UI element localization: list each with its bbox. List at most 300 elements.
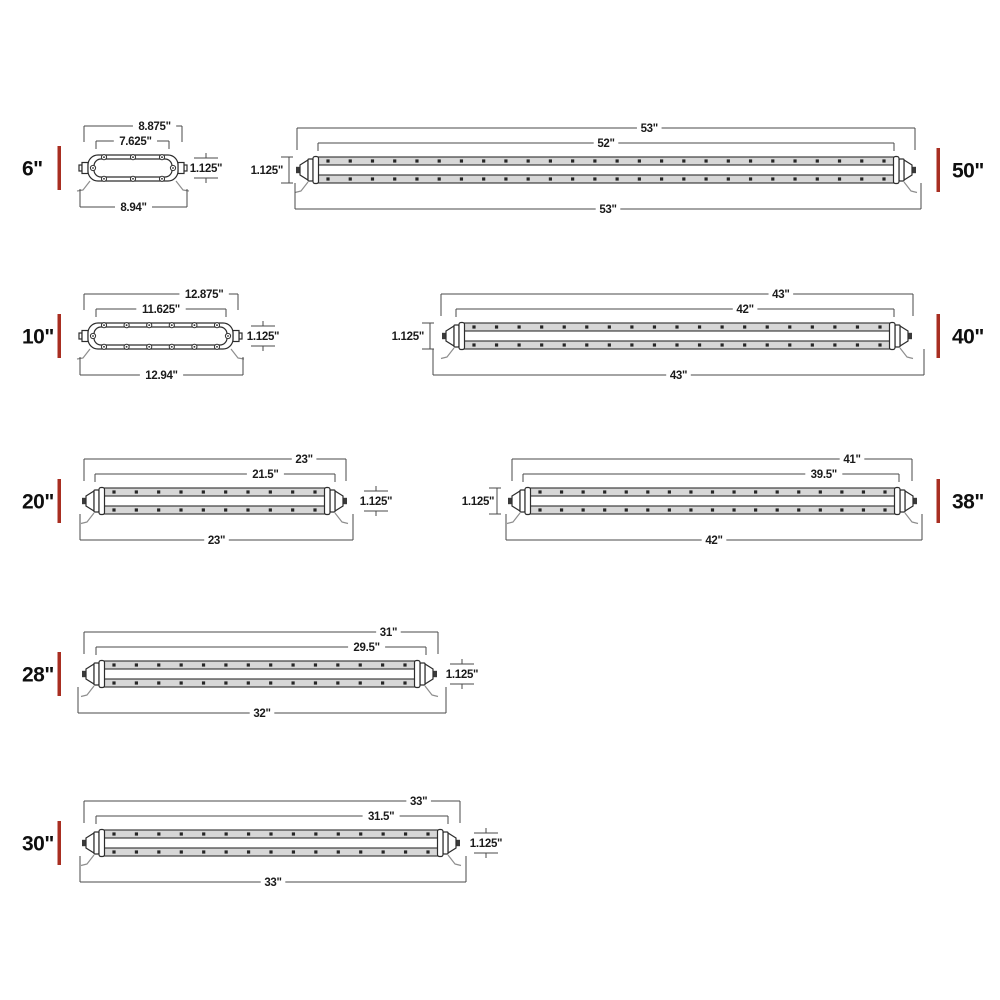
led-dot [668, 508, 671, 511]
led-dot [616, 159, 619, 162]
end-cap-plate [415, 661, 421, 688]
led-dot [337, 832, 340, 835]
screw-center [132, 156, 134, 158]
led-dot [721, 325, 724, 328]
led-dot [754, 508, 757, 511]
led-dot [349, 177, 352, 180]
led-dot [112, 490, 115, 493]
led-dot [689, 508, 692, 511]
led-dot [563, 343, 566, 346]
bar-bottom-rail [318, 175, 894, 183]
screw-center [172, 167, 174, 169]
led-dot [856, 343, 859, 346]
led-dot [527, 159, 530, 162]
led-dot [816, 159, 819, 162]
end-cap-plate [900, 490, 905, 512]
led-dot [157, 681, 160, 684]
bar-lens [94, 327, 227, 345]
led-dot [157, 832, 160, 835]
led-dot [482, 159, 485, 162]
height-dim-label: 1.125" [445, 669, 479, 682]
bar-bottom-rail [104, 679, 415, 687]
mount-foot [905, 513, 918, 524]
bar-group-28in [22, 627, 478, 720]
led-dot [314, 663, 317, 666]
led-dot [638, 177, 641, 180]
screw-center [161, 156, 163, 158]
led-dot [247, 681, 250, 684]
end-cap-plate [99, 488, 105, 515]
dim-bottom-label: 12.94" [145, 369, 178, 382]
led-dot [646, 490, 649, 493]
led-dot [518, 343, 521, 346]
bar-size-label: 50" [952, 159, 984, 183]
led-dot [403, 681, 406, 684]
led-dot [202, 490, 205, 493]
led-dot [797, 508, 800, 511]
mount-tab [233, 331, 239, 342]
led-dot [788, 343, 791, 346]
led-dot [608, 343, 611, 346]
led-dot [314, 832, 317, 835]
screw-center [103, 156, 105, 158]
mount-foot [335, 513, 348, 524]
led-dot [112, 681, 115, 684]
led-dot [638, 159, 641, 162]
led-dot [460, 159, 463, 162]
led-dot [882, 177, 885, 180]
end-cap-plate [443, 832, 448, 854]
bar-size-label: 20" [22, 490, 54, 514]
accent-tick [58, 146, 62, 190]
screw-center [92, 335, 94, 337]
led-dot [704, 159, 707, 162]
led-dot [582, 490, 585, 493]
height-dim-label: 1.125" [469, 838, 503, 851]
end-cap-plate [438, 830, 444, 857]
screw-center [132, 178, 134, 180]
led-dot [860, 159, 863, 162]
led-dot [472, 343, 475, 346]
led-dot [593, 159, 596, 162]
led-dot [112, 850, 115, 853]
end-cap-cone [86, 491, 94, 511]
screw-center [148, 324, 150, 326]
bar-size-label: 28" [22, 663, 54, 687]
end-cap-plate [313, 157, 319, 184]
led-dot [269, 681, 272, 684]
led-dot [878, 325, 881, 328]
led-dot [833, 343, 836, 346]
mount-foot [295, 182, 308, 193]
led-dot [359, 832, 362, 835]
end-cap-plate [99, 661, 105, 688]
end-cap-cone [512, 491, 520, 511]
led-dot [616, 177, 619, 180]
led-dot [326, 177, 329, 180]
led-dot [202, 850, 205, 853]
led-dot [749, 177, 752, 180]
led-dot [675, 343, 678, 346]
led-dot [313, 490, 316, 493]
led-dot [540, 325, 543, 328]
led-dot [349, 159, 352, 162]
dim-top-inner-label: 52" [597, 137, 615, 150]
end-cap-cone [425, 664, 433, 684]
led-dot [504, 177, 507, 180]
end-cap-plate [454, 325, 459, 347]
end-cap-cone [446, 326, 454, 346]
led-dot [495, 325, 498, 328]
led-dot [179, 508, 182, 511]
led-dot [721, 343, 724, 346]
bar-group-50in [251, 123, 984, 216]
screw-center [103, 178, 105, 180]
led-dot [202, 832, 205, 835]
screw-center [92, 167, 94, 169]
led-dot [682, 177, 685, 180]
led-dot [675, 325, 678, 328]
led-dot [247, 832, 250, 835]
led-dot [711, 508, 714, 511]
led-dot [563, 325, 566, 328]
led-dot [776, 508, 779, 511]
bar-lens [94, 159, 172, 177]
led-dot [593, 177, 596, 180]
dim-top-inner-label: 31.5" [367, 810, 395, 823]
bar-group-20in [22, 454, 392, 547]
led-dot [495, 343, 498, 346]
led-dot [727, 177, 730, 180]
dim-top-inner-label: 29.5" [353, 641, 380, 654]
led-dot [653, 343, 656, 346]
led-dot [224, 508, 227, 511]
led-dot [538, 508, 541, 511]
dim-top-inner-label: 7.625" [119, 135, 152, 148]
led-dot [732, 490, 735, 493]
led-dot [603, 508, 606, 511]
led-dot [112, 508, 115, 511]
led-dot [157, 490, 160, 493]
led-dot [314, 850, 317, 853]
led-dot [727, 159, 730, 162]
led-dot [404, 850, 407, 853]
dim-top-outer-label: 12.875" [184, 288, 224, 301]
mount-foot [77, 181, 90, 191]
led-dot [314, 681, 317, 684]
led-dot [698, 343, 701, 346]
accent-tick [58, 314, 62, 358]
bar-group-10in [22, 289, 279, 382]
accent-tick [937, 148, 941, 192]
led-dot [292, 832, 295, 835]
bar-size-label: 10" [22, 325, 54, 349]
end-cap-plate [890, 323, 896, 350]
mount-foot [507, 513, 520, 524]
dim-top-inner-label: 11.625" [142, 303, 180, 316]
led-dot [797, 490, 800, 493]
led-dot [771, 177, 774, 180]
screw-center [161, 178, 163, 180]
led-dot [840, 508, 843, 511]
led-dot [225, 850, 228, 853]
led-dot [560, 490, 563, 493]
screw-center [126, 346, 128, 348]
dim-top-inner-label: 42" [736, 303, 754, 316]
dim-bottom-label: 32" [253, 707, 271, 720]
led-dot [382, 832, 385, 835]
led-dot [438, 159, 441, 162]
led-dot [838, 177, 841, 180]
led-dot [291, 681, 294, 684]
led-dot [415, 177, 418, 180]
height-dim-label: 1.125" [246, 331, 280, 344]
led-dot [549, 159, 552, 162]
led-dot [426, 832, 429, 835]
led-dot [202, 663, 205, 666]
led-dot [698, 325, 701, 328]
led-dot [549, 177, 552, 180]
led-dot [793, 177, 796, 180]
end-cap-plate [308, 159, 313, 181]
led-dot [180, 663, 183, 666]
end-cap-plate [99, 830, 105, 857]
led-dot [749, 159, 752, 162]
led-dot [811, 325, 814, 328]
led-dot [202, 508, 205, 511]
accent-tick [58, 821, 62, 865]
led-dot [438, 177, 441, 180]
end-cap-plate [520, 490, 525, 512]
led-dot [630, 325, 633, 328]
end-cap-cone [86, 664, 94, 684]
dim-bottom-label: 23" [207, 534, 226, 547]
led-dot [246, 508, 249, 511]
led-dot [585, 343, 588, 346]
led-dot [291, 490, 294, 493]
led-dot [313, 508, 316, 511]
led-dot [732, 508, 735, 511]
led-dot [582, 508, 585, 511]
led-dot [882, 159, 885, 162]
mount-foot [81, 855, 94, 866]
led-dot [766, 325, 769, 328]
led-dot [157, 663, 160, 666]
end-cap-cone [904, 160, 912, 180]
screw-center [171, 324, 173, 326]
end-cap-plate [94, 490, 99, 512]
led-dot [689, 490, 692, 493]
led-dot [246, 490, 249, 493]
end-cap-plate [94, 663, 99, 685]
led-dot [646, 508, 649, 511]
dim-top-outer-label: 43" [772, 288, 790, 301]
dim-top-inner-label: 39.5" [810, 468, 837, 481]
end-cap-cone [86, 833, 94, 853]
led-dot [811, 343, 814, 346]
end-cap-plate [420, 663, 425, 685]
led-dot [359, 850, 362, 853]
end-cap-cone [905, 491, 913, 511]
end-cap-plate [895, 325, 900, 347]
end-cap-plate [899, 159, 904, 181]
end-cap-plate [895, 488, 901, 515]
height-dim-label: 1.125" [250, 165, 283, 178]
end-cap-plate [894, 157, 900, 184]
accent-tick [937, 479, 941, 523]
screw-center [194, 346, 196, 348]
led-dot [135, 850, 138, 853]
mount-foot [900, 348, 913, 359]
end-cap-plate [94, 832, 99, 854]
dim-top-outer-label: 23" [295, 453, 313, 466]
led-dot [426, 850, 429, 853]
led-dot [393, 159, 396, 162]
led-dot [359, 663, 362, 666]
led-dot [625, 490, 628, 493]
led-dot [135, 832, 138, 835]
end-cap-plate [459, 323, 465, 350]
mount-tab [82, 331, 88, 342]
led-dot [291, 663, 294, 666]
led-dot [788, 325, 791, 328]
accent-tick [937, 314, 941, 358]
end-cap-plate [325, 488, 331, 515]
led-dot [833, 325, 836, 328]
mount-foot [81, 686, 94, 697]
led-dot [653, 325, 656, 328]
led-dot [135, 508, 138, 511]
dim-top-outer-label: 53" [640, 122, 658, 135]
screw-center [171, 346, 173, 348]
led-dot [754, 490, 757, 493]
led-dot [393, 177, 396, 180]
led-dot [291, 508, 294, 511]
bar-size-label: 40" [952, 325, 984, 349]
height-dim-label: 1.125" [461, 496, 495, 509]
dim-top-outer-label: 31" [379, 626, 398, 639]
dim-bottom-label: 43" [669, 369, 688, 382]
led-dot [225, 832, 228, 835]
mount-foot [81, 513, 94, 524]
led-dot [269, 850, 272, 853]
end-cap-plate [525, 488, 531, 515]
bar-group-40in [392, 289, 984, 382]
dim-bottom-label: 8.94" [120, 201, 147, 214]
led-dot [112, 663, 115, 666]
led-dot [482, 177, 485, 180]
led-dot [571, 159, 574, 162]
led-dot [603, 490, 606, 493]
dim-top-outer-label: 41" [843, 453, 861, 466]
led-dot [862, 490, 865, 493]
led-dot [704, 177, 707, 180]
led-dot [382, 850, 385, 853]
end-cap-plate [330, 490, 335, 512]
led-dot [247, 663, 250, 666]
led-dot [404, 832, 407, 835]
screw-center [216, 324, 218, 326]
led-dot [337, 850, 340, 853]
screw-center [103, 324, 105, 326]
led-dot [840, 490, 843, 493]
screw-center [148, 346, 150, 348]
led-dot [460, 177, 463, 180]
led-dot [224, 490, 227, 493]
led-dot [381, 681, 384, 684]
led-dot [860, 177, 863, 180]
led-dot [157, 508, 160, 511]
accent-tick [58, 652, 62, 696]
mount-tab [178, 163, 184, 174]
led-dot [336, 663, 339, 666]
led-dot [862, 508, 865, 511]
accent-tick [58, 479, 62, 523]
led-dot [504, 159, 507, 162]
led-dot [571, 177, 574, 180]
led-dot [247, 850, 250, 853]
led-dot [819, 490, 822, 493]
led-dot [381, 663, 384, 666]
led-dot [538, 490, 541, 493]
bar-group-38in [462, 454, 984, 547]
led-dot [336, 681, 339, 684]
end-cap-cone [900, 326, 908, 346]
led-dot [359, 681, 362, 684]
bar-group-6in [22, 121, 222, 214]
mount-foot [448, 855, 461, 866]
end-cap-cone [448, 833, 456, 853]
end-cap-cone [335, 491, 343, 511]
led-dot [816, 177, 819, 180]
led-dot [135, 663, 138, 666]
led-dot [292, 850, 295, 853]
dim-top-outer-label: 8.875" [138, 120, 171, 133]
led-dot [560, 508, 563, 511]
mount-foot [425, 686, 438, 697]
led-dot [180, 850, 183, 853]
led-dot [883, 490, 886, 493]
led-dot [269, 832, 272, 835]
led-dot [202, 681, 205, 684]
dim-bottom-label: 33" [264, 876, 282, 889]
mount-foot [441, 348, 454, 359]
height-dim-label: 1.125" [359, 496, 393, 509]
led-dot [838, 159, 841, 162]
led-dot [415, 159, 418, 162]
led-dot [766, 343, 769, 346]
mount-foot [904, 182, 917, 193]
led-dot [269, 508, 272, 511]
bar-top-rail [318, 157, 894, 165]
led-dot [179, 490, 182, 493]
led-dot [630, 343, 633, 346]
screw-center [103, 346, 105, 348]
end-cap-cone [300, 160, 308, 180]
led-dot [540, 343, 543, 346]
led-dot [403, 663, 406, 666]
bar-size-label: 38" [952, 490, 984, 514]
screw-center [216, 346, 218, 348]
led-dot [135, 490, 138, 493]
led-dot [472, 325, 475, 328]
led-dot [135, 681, 138, 684]
led-dot [157, 850, 160, 853]
led-dot [856, 325, 859, 328]
led-dot [771, 159, 774, 162]
height-dim-label: 1.125" [189, 163, 223, 176]
mount-tab [82, 163, 88, 174]
